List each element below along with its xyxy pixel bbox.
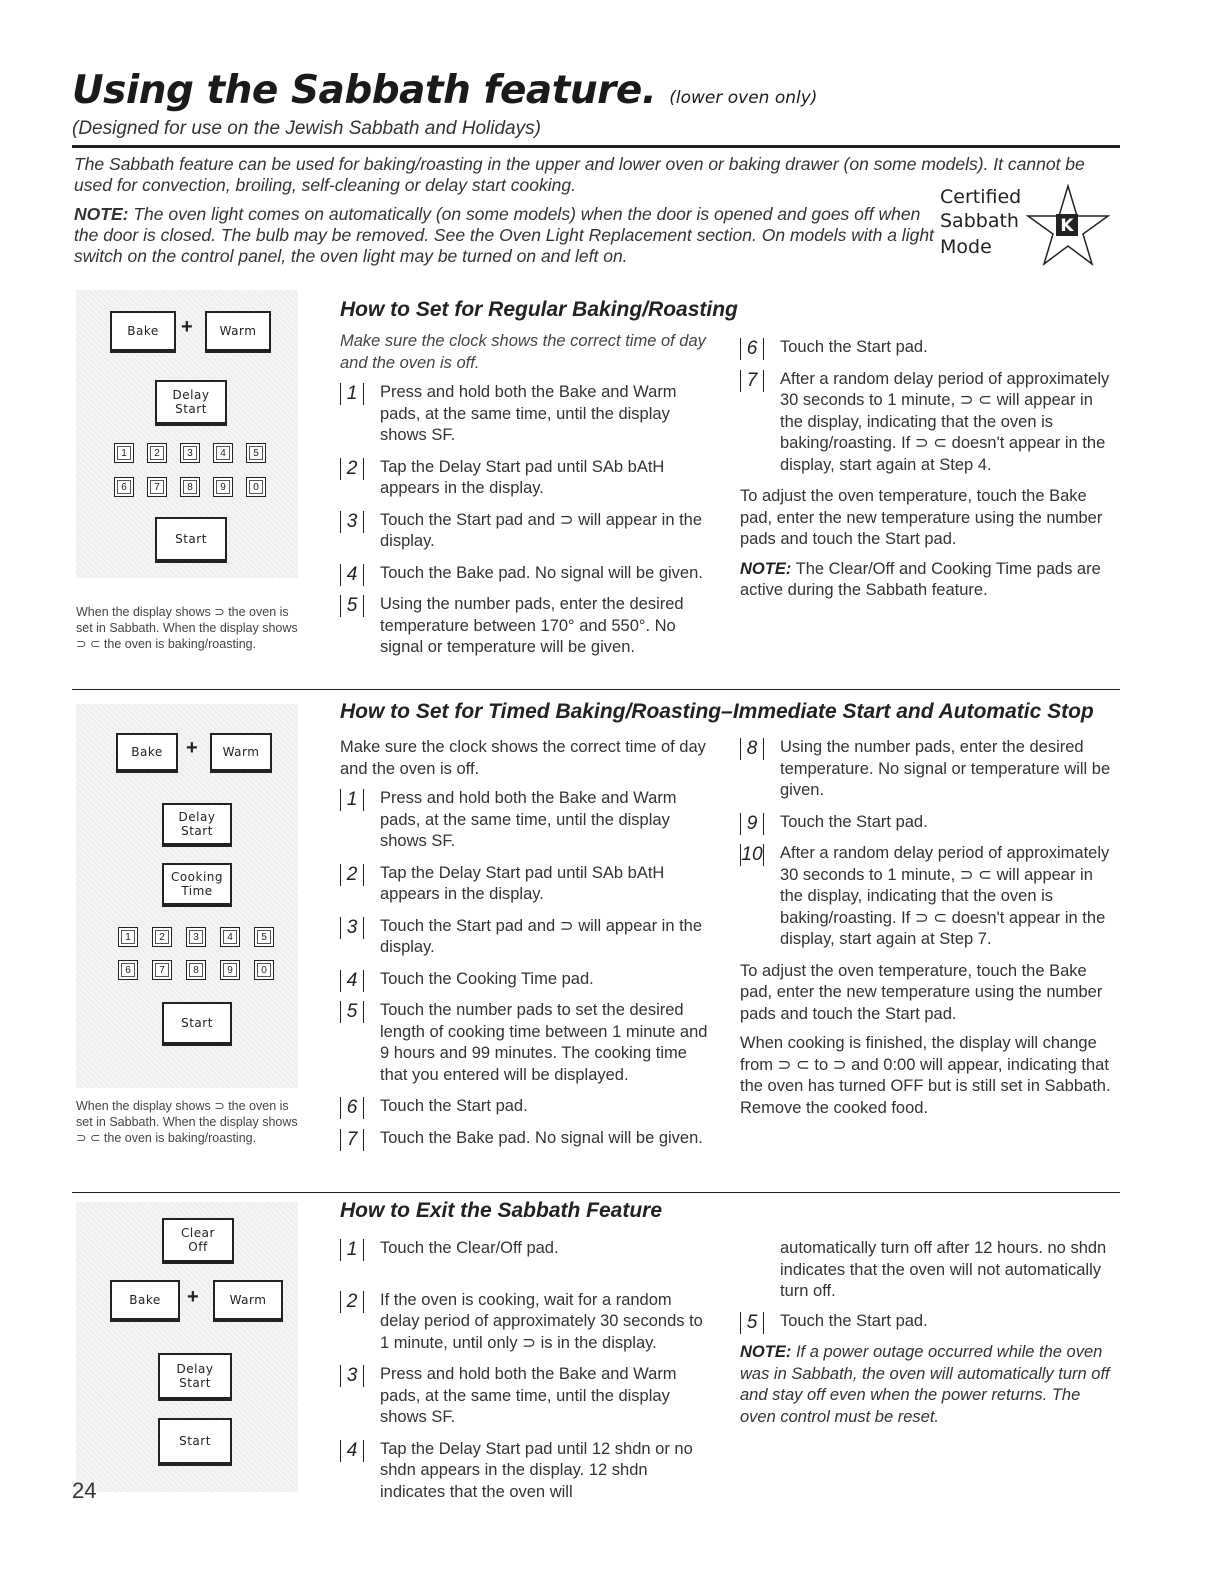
number-pad-7[interactable]: 7 [152,960,172,980]
step-1: 1 Press and hold both the Bake and Warm pads, at the same time, until the display shows SF. [340,788,712,853]
section-1-adjust: To adjust the oven temperature, touch the Bake pad, enter the new temperature using the number pads and touch the Start pad. [740,487,1103,548]
section-heading-exit: How to Exit the Sabbath Feature [340,1199,663,1222]
step-3: 3 Touch the Start pad and ⊃ will appear in the display. [340,510,712,553]
step-2: 2 If the oven is cooking, wait for a random delay period of approximately 30 seconds to 1 minute, until only ⊃ is in the display. [340,1290,712,1355]
cooking-time-pad[interactable]: Cooking Time [162,863,232,907]
number-pad-3[interactable]: 3 [186,927,206,947]
step-2: 2 Tap the Delay Start pad until SAb bAtH appears in the display. [340,457,712,500]
title-note: (lower oven only) [669,88,818,108]
step-4: 4 Touch the Cooking Time pad. [340,969,712,991]
certified-sabbath-badge [940,186,1110,272]
warm-pad[interactable]: Warm [213,1280,283,1322]
page-number: 24 [72,1478,97,1503]
step-9: 9 Touch the Start pad. [740,812,1120,834]
step-2: 2 Tap the Delay Start pad until SAb bAtH appears in the display. [340,863,712,906]
bake-pad[interactable]: Bake [116,733,178,773]
step-6: 6 Touch the Start pad. [340,1096,712,1118]
header-rule [72,145,1120,148]
warm-pad[interactable]: Warm [210,733,272,773]
panel-caption-1: When the display shows ⊃ the oven is set in Sabbath. When the display shows ⊃ ⊂ the oven is baking/roasting. [76,605,298,651]
step-1: 1 Press and hold both the Bake and Warm pads, at the same time, until the display shows SF. [340,382,712,447]
delay-start-pad[interactable]: Delay Start [155,380,227,426]
plus-sign: + [181,316,193,338]
number-pad-2[interactable]: 2 [147,443,167,463]
number-pad-8[interactable]: 8 [186,960,206,980]
step-4: 4 Touch the Bake pad. No signal will be given. [340,563,712,585]
number-pad-8[interactable]: 8 [180,477,200,497]
step-1: 1 Touch the Clear/Off pad. [340,1238,712,1260]
section-3-right-column [740,1238,1120,1436]
number-pad-4[interactable]: 4 [220,927,240,947]
section-1-right-column [740,337,1120,610]
section-heading-timed: How to Set for Timed Baking/Roasting–Immediate Start and Automatic Stop [340,700,1094,723]
start-pad[interactable]: Start [162,1002,232,1046]
section-divider-2 [72,1192,1120,1193]
number-pad-0[interactable]: 0 [254,960,274,980]
number-pad-2[interactable]: 2 [152,927,172,947]
cert-line-3: Mode [940,236,992,258]
step-5: 5 Touch the number pads to set the desired length of cooking time between 1 minute and 9 hours and 99 minutes. The cooking time that you entered will be displayed. [340,1000,712,1086]
warm-pad[interactable]: Warm [205,311,271,353]
step-10: 10 After a random delay period of approximately 30 seconds to 1 minute, ⊃ ⊂ will appear in the display, indicating that the oven is baking/roasting. If ⊃ ⊂ doesn't appear in the display, start again at Step 7. [741,844,1110,948]
section-3-left-column [340,1238,712,1513]
number-pad-9[interactable]: 9 [220,960,240,980]
number-pad-6[interactable]: 6 [118,960,138,980]
section-1-left-column [340,331,712,669]
plus-sign: + [186,737,198,759]
step-4: 4 Tap the Delay Start pad until 12 shdn or no shdn appears in the display. 12 shdn indicates that the oven will [340,1439,712,1504]
step-5: 5 Touch the Start pad. [740,1311,1120,1333]
number-pad-0[interactable]: 0 [246,477,266,497]
number-pad-9[interactable]: 9 [213,477,233,497]
page-subtitle: (Designed for use on the Jewish Sabbath and Holidays) [72,118,541,139]
number-pad-6[interactable]: 6 [114,477,134,497]
step-8: 8 Using the number pads, enter the desired temperature. No signal or temperature will be given. [740,737,1120,802]
intro-note: NOTE: The oven light comes on automatically (on some models) when the door is opened and goes off when the door is closed. The bulb may be removed. See the Oven Light Replacement section. On models with a light switch on the control panel, the oven light may be turned on and left on. [74,204,934,266]
section-2-right-column [740,737,1120,1127]
step-7: 7 After a random delay period of approximately 30 seconds to 1 minute, ⊃ ⊂ will appear in the display, indicating that the oven is baking/roasting. If ⊃ ⊂ doesn't appear in the display, start again at Step 4. [740,369,1120,477]
section-2-finished: When cooking is finished, the display will change from ⊃ ⊂ to ⊃ and 0:00 will appear, indicating that the oven has turned OFF but is still set in Sabbath. Remove the cooked food. [740,1034,1111,1117]
number-pad-3[interactable]: 3 [180,443,200,463]
step-3: 3 Press and hold both the Bake and Warm pads, at the same time, until the display shows SF. [340,1364,712,1429]
section-divider-1 [72,689,1120,690]
plus-sign: + [187,1286,199,1308]
star-k-letter: K [1060,216,1074,236]
number-pad-5[interactable]: 5 [254,927,274,947]
number-pad-4[interactable]: 4 [213,443,233,463]
step-3: 3 Touch the Start pad and ⊃ will appear in the display. [340,916,712,959]
section-2-adjust: To adjust the oven temperature, touch the Bake pad, enter the new temperature using the number pads and touch the Start pad. [740,961,1103,1023]
number-pad-7[interactable]: 7 [147,477,167,497]
intro-paragraph: The Sabbath feature can be used for baking/roasting in the upper and lower oven or baking drawer (on some models). It cannot be used for convection, broiling, self-cleaning or delay start cooking. [74,154,1085,195]
bake-pad[interactable]: Bake [110,311,176,353]
clear-off-pad[interactable]: Clear Off [162,1218,234,1264]
section-1-note: NOTE: The Clear/Off and Cooking Time pads are active during the Sabbath feature. [740,559,1101,599]
panel-caption-2: When the display shows ⊃ the oven is set in Sabbath. When the display shows ⊃ ⊂ the oven is baking/roasting. [76,1099,298,1145]
start-pad[interactable]: Start [155,517,227,563]
number-pad-5[interactable]: 5 [246,443,266,463]
step-5: 5 Using the number pads, enter the desired temperature between 170° and 550°. No signal or temperature will be given. [340,594,712,659]
page-title: Using the Sabbath feature. (lower oven only) [72,68,818,113]
section-2-intro: Make sure the clock shows the correct time of day and the oven is off. [340,738,706,778]
start-pad[interactable]: Start [158,1418,232,1466]
step-4-continued: automatically turn off after 12 hours. no shdn indicates that the oven will not automatically turn off. [780,1239,1107,1300]
step-7: 7 Touch the Bake pad. No signal will be given. [340,1128,712,1150]
section-1-intro: Make sure the clock shows the correct time of day and the oven is off. [340,332,706,372]
number-pad-1[interactable]: 1 [118,927,138,947]
delay-start-pad[interactable]: Delay Start [158,1353,232,1401]
cert-line-2: Sabbath [940,210,1019,232]
cert-line-1: Certified [940,186,1022,208]
number-pad-1[interactable]: 1 [114,443,134,463]
section-heading-regular: How to Set for Regular Baking/Roasting [340,298,738,321]
delay-start-pad[interactable]: Delay Start [162,803,232,847]
section-2-left-column [340,737,712,1159]
star-k-icon [1026,184,1110,268]
section-3-note: NOTE: If a power outage occurred while the oven was in Sabbath, the oven will automatically turn off and stay off even when the power returns. The oven control must be reset. [740,1343,1110,1426]
step-6: 6 Touch the Start pad. [740,337,1120,359]
bake-pad[interactable]: Bake [110,1280,180,1322]
